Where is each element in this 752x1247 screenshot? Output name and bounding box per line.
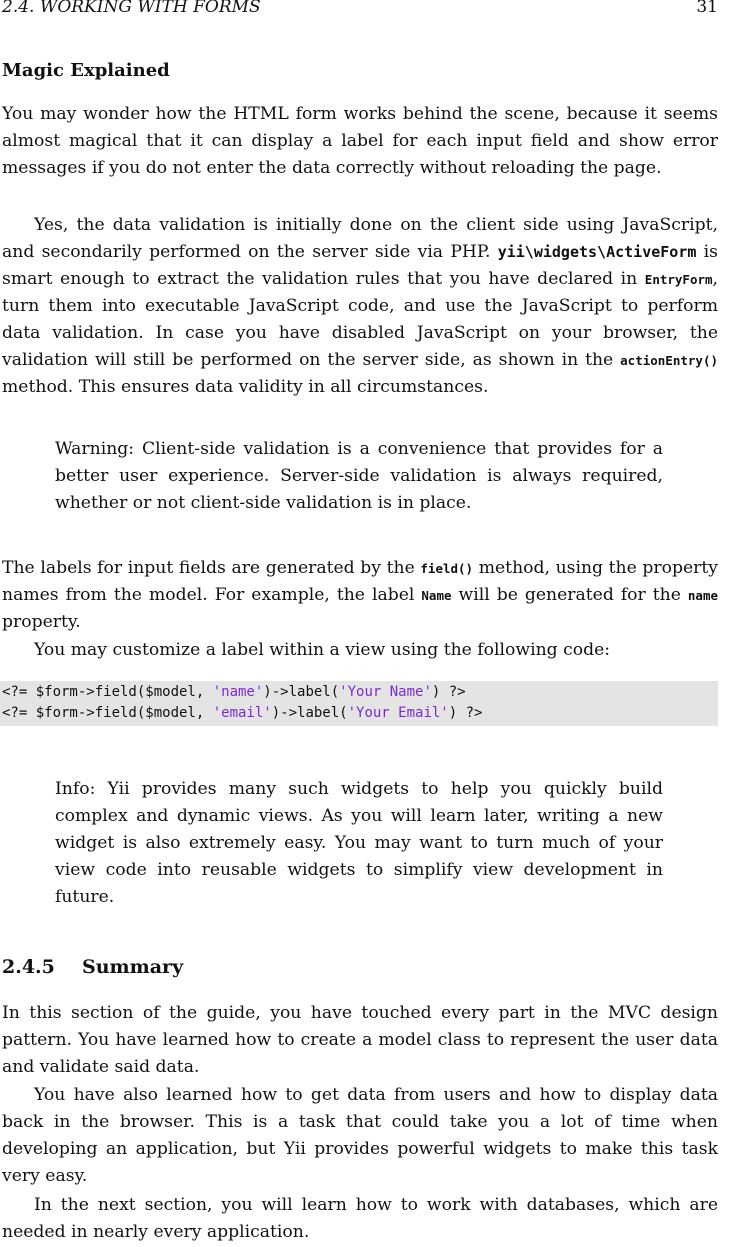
code-actionentry: actionEntry() (620, 353, 718, 368)
code-token: )->label( (271, 705, 348, 721)
text-run: , turn them into executable JavaScript code, and use the JavaScript to perform data validation. In case you have disabled JavaScript on your browser, the validation will still be performed on the server side, as shown in the (2, 269, 718, 370)
paragraph-labels-1 (2, 555, 718, 636)
section-number: 2.4.5 (2, 956, 55, 978)
text-run: will be generated for the (451, 585, 688, 605)
section-title-summary (2, 954, 183, 981)
code-activeform: yii\widgets\ActiveForm (497, 243, 697, 261)
code-line-1 (0, 682, 718, 703)
code-name-label: Name (421, 588, 452, 603)
running-header (2, 0, 718, 18)
code-token: <?= $form->field($model, (2, 684, 213, 700)
warning-note: Warning: Client-side validation is a convenience that provides for a better user experience. Server-side validation is always required, whether or not client-side validation is in place. (55, 439, 663, 513)
paragraph-summary-1: In this section of the guide, you have touched every part in the MVC design pattern. You have learned how to create a model class to represent the user data and validate said data. (2, 1003, 718, 1077)
info-note: Info: Yii provides many such widgets to help you quickly build complex and dynamic views. As you will learn later, writing a new widget is also extremely easy. You may want to turn much of your view code into reusable widgets to simplify view development in future. (55, 779, 663, 907)
paragraph-magic-2 (2, 212, 718, 401)
code-token: ) ?> (448, 705, 483, 721)
text-run: method, using the property names from the model. For example, the label (2, 558, 718, 605)
code-string: 'Your Email' (347, 705, 449, 721)
text-run: Yes, the data validation is initially done on the client side using JavaScript, and secondarily performed on the server side via PHP. (2, 215, 718, 262)
code-string: 'Your Name' (339, 684, 432, 700)
code-line-2 (0, 703, 718, 724)
code-token: <?= $form->field($model, (2, 705, 213, 721)
paragraph-magic-1: You may wonder how the HTML form works behind the scene, because it seems almost magical that it can display a label for each input field and show error messages if you do not enter the data correctly without reloading the page. (2, 104, 718, 178)
code-block (0, 681, 718, 726)
code-string: 'email' (212, 705, 272, 721)
text-run: The labels for input fields are generated by the (2, 558, 421, 578)
text-run: method. This ensures data validity in all circumstances. (2, 377, 489, 397)
section-title-magic: Magic Explained (2, 60, 170, 81)
code-token: ) ?> (431, 684, 466, 700)
page-number: 31 (696, 0, 718, 17)
code-field: field() (420, 561, 474, 576)
text-run: is smart enough to extract the validation rules that you have declared in (2, 242, 718, 289)
section-title-text: Summary (82, 956, 184, 978)
text-run: property. (2, 612, 81, 632)
paragraph-summary-3: In the next section, you will learn how to work with databases, which are needed in nearly every application. (2, 1195, 718, 1242)
code-string: 'name' (212, 684, 264, 700)
chapter-heading: 2.4. WORKING WITH FORMS (2, 0, 261, 17)
code-token: )->label( (263, 684, 340, 700)
paragraph-labels-2: You may customize a label within a view using the following code: (34, 640, 611, 660)
paragraph-summary-2: You have also learned how to get data from users and how to display data back in the browser. This is a task that could take you a lot of time when developing an application, but Yii provides powerful widgets to make this task very easy. (2, 1085, 718, 1186)
code-name-property: name (687, 588, 718, 603)
code-entryform: EntryForm (644, 272, 713, 287)
